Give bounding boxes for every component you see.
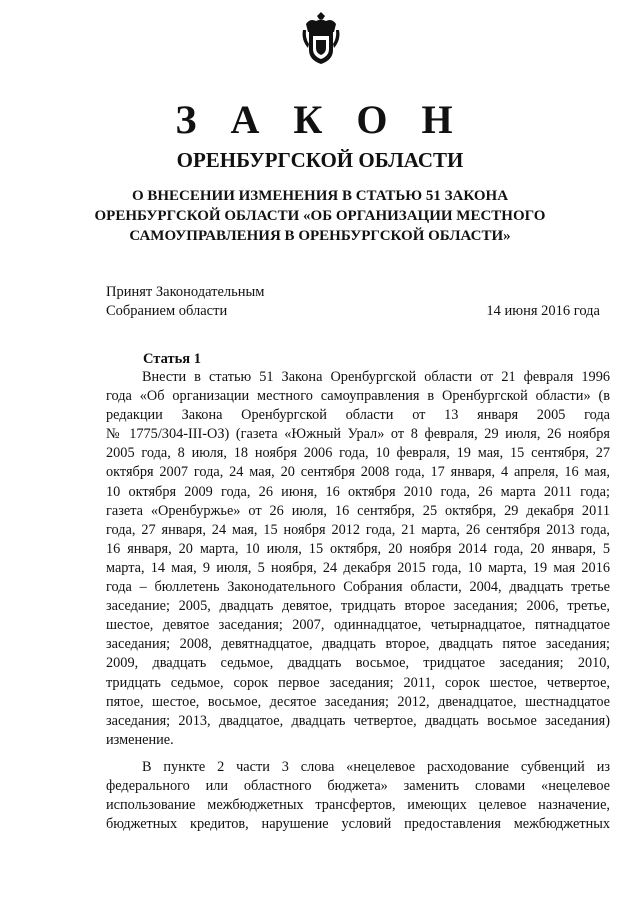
- text-line: 16 января, 20 марта, 10 июля, 15 октября, 20 ноября 2014 года, 20 января, 5: [106, 540, 610, 557]
- region-title: ОРЕНБУРГСКОЙ ОБЛАСТИ: [176, 148, 464, 172]
- adoption-line: Принят Законодательным: [106, 284, 265, 300]
- text-line: года, 27 января, 24 мая, 15 ноября 2012 года, 21 марта, 26 сентября 2013 года,: [106, 521, 610, 538]
- paragraph-gap: [106, 750, 610, 758]
- text-line: В пункте 2 части 3 слова «нецелевое расходование субвенций из: [142, 758, 610, 775]
- article-body: [106, 368, 610, 834]
- text-line: 2005 года, 8 июля, 18 ноября 2006 года, 10 февраля, 19 мая, 15 сентября, 27: [106, 445, 610, 462]
- text-line: шестое, девятое заседания; 2007, одиннадцатое, четырнадцатое, пятнадцатое: [106, 617, 610, 634]
- text-line: 2009, двадцать седьмое, двадцать восьмое, тридцатое заседания; 2010,: [106, 655, 610, 672]
- text-line: федерального или областного бюджета» заменить словами «нецелевое: [106, 777, 610, 794]
- heading-line: САМОУПРАВЛЕНИЯ В ОРЕНБУРГСКОЙ ОБЛАСТИ»: [129, 228, 511, 244]
- text-line: заседания; 2013, двадцатое, двадцать четвертое, двадцать восьмое заседания): [106, 712, 610, 729]
- coat-of-arms-icon: [300, 10, 342, 66]
- text-line: № 1775/304-III-ОЗ) (газета «Южный Урал» от 8 февраля, 29 июля, 26 ноября: [106, 426, 610, 443]
- text-line: марта, 14 мая, 9 июля, 5 ноября, 24 декабря 2015 года, 10 марта, 19 мая 2016: [106, 559, 610, 576]
- adoption-note: [106, 283, 264, 321]
- article-title: Статья 1: [143, 351, 201, 367]
- adoption-line: Собранием области: [106, 303, 228, 319]
- text-line: заседание; 2005, двадцать девятое, тридцать второе заседания; 2006, третье,: [106, 598, 610, 615]
- law-heading: [0, 186, 640, 246]
- text-line: изменение.: [106, 731, 174, 748]
- text-line: тридцать седьмое, сорок первое заседания; 2011, сорок шестое, четвертое,: [106, 674, 610, 691]
- text-line: октября 2007 года, 24 мая, 20 сентября 2008 года, 17 января, 4 апреля, 16 мая,: [106, 464, 610, 481]
- law-title: З А К О Н: [175, 97, 465, 142]
- text-line: года – бюллетень Законодательного Собрания области, 2004, двадцать третье: [106, 579, 610, 596]
- text-line: года «Об организации местного самоуправления в Оренбургской области» (в: [106, 388, 610, 405]
- text-line: редакции Закона Оренбургской области от 13 января 2005 года: [106, 407, 610, 424]
- text-line: использование межбюджетных трансфертов, имеющих целевое назначение,: [106, 797, 610, 814]
- text-line: бюджетных кредитов, нарушение условий предоставления межбюджетных: [106, 816, 610, 833]
- heading-line: ОРЕНБУРГСКОЙ ОБЛАСТИ «ОБ ОРГАНИЗАЦИИ МЕСТНОГО: [94, 208, 546, 224]
- text-line: заседания; 2008, девятнадцатое, двадцать второе, двадцать пятое заседания;: [106, 636, 610, 653]
- heading-line: О ВНЕСЕНИИ ИЗМЕНЕНИЯ В СТАТЬЮ 51 ЗАКОНА: [131, 188, 509, 204]
- text-line: газета «Оренбуржье» от 26 июля, 16 сентября, 25 октября, 29 декабря 2011: [106, 502, 610, 519]
- adoption-date: 14 июня 2016 года: [486, 303, 600, 319]
- text-line: пятое, шестое, восьмое, десятое заседания; 2012, двенадцатое, шестнадцатое: [106, 693, 610, 710]
- text-line: Внести в статью 51 Закона Оренбургской области от 21 февраля 1996: [142, 369, 610, 385]
- text-line: 10 октября 2009 года, 26 июня, 16 октября 2010 года, 26 марта 2011 года;: [106, 483, 610, 500]
